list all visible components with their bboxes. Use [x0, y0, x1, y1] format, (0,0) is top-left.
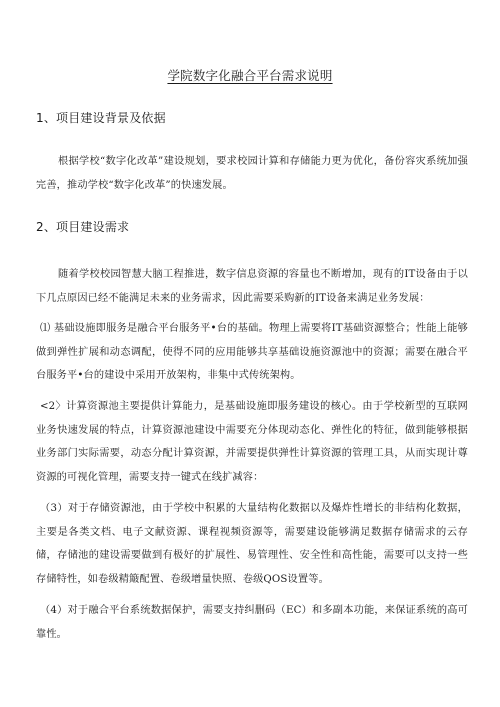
paragraph-requirement-1: ⑴ 基础设施即服务是融合平台服务平•台的基础。物理上需要将IT基础资源整合；性能上能够做到弹性扩展和动态调配，使得不同的应用能够共享基础设施资源池中的资源；需要在融合平台服务平•台的建设中采用开放架构，非集中式传统架构。 [36, 323, 468, 381]
document-title: 学院数字化融合平台需求说明 [167, 68, 333, 83]
paragraph-requirement-3: （3）对于存储资源池，由于学校中积累的大量结构化数据以及爆炸性增长的非结构化数据，主要是各类文档、电子文献资源、课程视频资源等，需要建设能够满足数据存储需求的云存储，存储池的建设需要做到有极好的扩展性、易管理性、安全性和高性能，需要可以支持一些存储特性，如卷级精簸配置、卷级增量快照、卷级QOS设置等。 [36, 503, 468, 585]
section-heading-background: 1、项目建设背景及依据 [36, 111, 166, 125]
section-heading-requirements: 2、项目建设需求 [36, 220, 130, 234]
paragraph-background: 根据学校“数字化改革”建设规划，要求校园计算和存储能力更为优化，备份容灾系统加强完善，推动学校“数字化改革”的快速发展。 [36, 156, 468, 191]
paragraph-requirement-4: （4）对于融合平台系统数据保护，需要支持纠删码（EC）和多副本功能，来保证系统的高可靠性。 [36, 605, 468, 640]
paragraph-requirements-intro: 随着学校校园智慧大脑工程推进，数字信息资源的容量也不断增加，现有的IT设备由于以下几点原因已经不能满足未来的业务需求，因此需要采购新的IT设备来满足业务发展： [36, 269, 468, 304]
paragraph-requirement-2: <2〉计算资源池主要提供计算能力，是基础设施即服务建设的核心。由于学校新型的互联网业务快速发展的特点，计算资源池建设中需要充分体现动态化、弹性化的特征，做到能够根据业务部门实际需要，动态分配计算资源，并需要提供弹性计算资源的管理工具，从而实现计尊资源的可视化管理，需要支持一键式在线扩减容： [36, 401, 468, 483]
